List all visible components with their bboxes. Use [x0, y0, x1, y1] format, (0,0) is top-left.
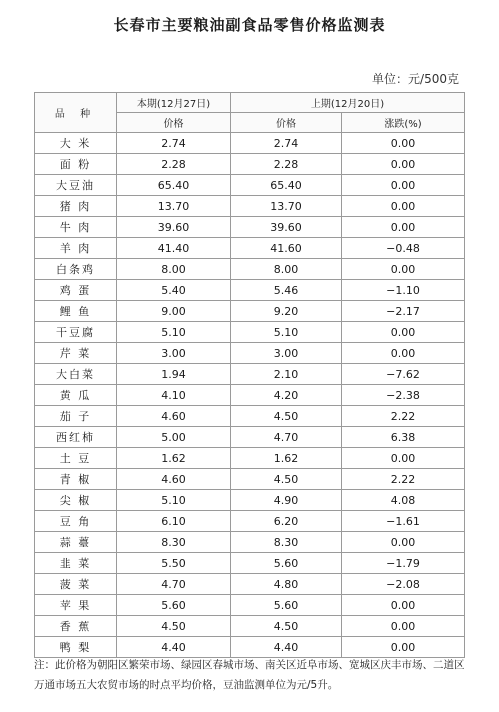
table-row: [35, 301, 465, 322]
item-name-cell: 面 粉: [35, 154, 117, 175]
current-price-cell: 41.40: [117, 238, 231, 259]
table-row: [35, 175, 465, 196]
previous-price-cell: 6.20: [231, 511, 342, 532]
table-row: [35, 448, 465, 469]
item-name-cell: 干豆腐: [35, 322, 117, 343]
current-price-cell: 1.94: [117, 364, 231, 385]
change-percent-cell: 2.22: [342, 406, 465, 427]
item-name-cell: 大白菜: [35, 364, 117, 385]
item-column-header: 品 种: [35, 93, 117, 133]
current-price-cell: 5.60: [117, 595, 231, 616]
item-name-cell: 土 豆: [35, 448, 117, 469]
previous-price-cell: 5.60: [231, 553, 342, 574]
table-row: [35, 385, 465, 406]
change-percent-cell: 0.00: [342, 196, 465, 217]
change-percent-cell: −0.48: [342, 238, 465, 259]
change-percent-cell: 0.00: [342, 133, 465, 154]
table-row: [35, 196, 465, 217]
change-percent-cell: −2.08: [342, 574, 465, 595]
item-name-cell: 大豆油: [35, 175, 117, 196]
previous-price-cell: 2.28: [231, 154, 342, 175]
current-price-cell: 2.28: [117, 154, 231, 175]
change-percent-cell: 0.00: [342, 154, 465, 175]
current-price-cell: 4.70: [117, 574, 231, 595]
previous-price-cell: 4.80: [231, 574, 342, 595]
item-name-cell: 茄 子: [35, 406, 117, 427]
change-percent-cell: 0.00: [342, 175, 465, 196]
current-price-cell: 5.00: [117, 427, 231, 448]
change-percent-cell: 0.00: [342, 532, 465, 553]
table-row: [35, 133, 465, 154]
change-percent-cell: 0.00: [342, 616, 465, 637]
previous-price-cell: 65.40: [231, 175, 342, 196]
current-price-cell: 4.40: [117, 637, 231, 658]
table-row: [35, 511, 465, 532]
change-percent-cell: 0.00: [342, 595, 465, 616]
change-percent-cell: 0.00: [342, 448, 465, 469]
table-row: [35, 154, 465, 175]
item-name-cell: 韭 菜: [35, 553, 117, 574]
previous-price-cell: 4.20: [231, 385, 342, 406]
change-percent-cell: 0.00: [342, 637, 465, 658]
item-name-cell: 香 蕉: [35, 616, 117, 637]
previous-price-cell: 5.60: [231, 595, 342, 616]
previous-price-cell: 4.50: [231, 616, 342, 637]
change-percent-cell: −7.62: [342, 364, 465, 385]
item-name-cell: 白条鸡: [35, 259, 117, 280]
current-price-cell: 3.00: [117, 343, 231, 364]
current-price-cell: 9.00: [117, 301, 231, 322]
item-name-cell: 蒜 薹: [35, 532, 117, 553]
item-name-cell: 牛 肉: [35, 217, 117, 238]
table-row: [35, 238, 465, 259]
current-price-cell: 8.30: [117, 532, 231, 553]
current-price-cell: 5.10: [117, 322, 231, 343]
current-price-cell: 4.60: [117, 469, 231, 490]
change-percent-cell: −1.61: [342, 511, 465, 532]
table-row: [35, 616, 465, 637]
previous-price-cell: 3.00: [231, 343, 342, 364]
previous-price-cell: 39.60: [231, 217, 342, 238]
current-price-cell: 13.70: [117, 196, 231, 217]
table-row: [35, 343, 465, 364]
item-name-cell: 猪 肉: [35, 196, 117, 217]
unit-label: 单位：元/500克: [372, 72, 459, 86]
current-price-cell: 5.50: [117, 553, 231, 574]
change-percent-cell: −2.38: [342, 385, 465, 406]
price-table: [34, 92, 465, 658]
table-row: [35, 217, 465, 238]
current-price-cell: 5.10: [117, 490, 231, 511]
current-price-header: 价格: [117, 113, 231, 133]
current-price-cell: 8.00: [117, 259, 231, 280]
item-name-cell: 西红柿: [35, 427, 117, 448]
previous-price-cell: 13.70: [231, 196, 342, 217]
table-row: [35, 427, 465, 448]
previous-price-cell: 4.40: [231, 637, 342, 658]
current-price-cell: 39.60: [117, 217, 231, 238]
table-row: [35, 322, 465, 343]
current-price-cell: 1.62: [117, 448, 231, 469]
change-percent-cell: 4.08: [342, 490, 465, 511]
item-name-cell: 尖 椒: [35, 490, 117, 511]
previous-price-cell: 41.60: [231, 238, 342, 259]
change-percent-cell: 0.00: [342, 217, 465, 238]
table-row: [35, 259, 465, 280]
change-header: 涨跌(%): [342, 113, 465, 133]
table-row: [35, 595, 465, 616]
current-price-cell: 4.60: [117, 406, 231, 427]
change-percent-cell: −1.79: [342, 553, 465, 574]
table-row: [35, 490, 465, 511]
price-table-body: [35, 133, 465, 658]
item-name-cell: 黄 瓜: [35, 385, 117, 406]
previous-price-cell: 2.10: [231, 364, 342, 385]
change-percent-cell: 2.22: [342, 469, 465, 490]
current-price-cell: 2.74: [117, 133, 231, 154]
item-name-cell: 鸡 蛋: [35, 280, 117, 301]
previous-price-cell: 8.30: [231, 532, 342, 553]
previous-price-cell: 4.90: [231, 490, 342, 511]
item-name-cell: 鲤 鱼: [35, 301, 117, 322]
item-name-cell: 芹 菜: [35, 343, 117, 364]
change-percent-cell: 0.00: [342, 259, 465, 280]
page-title: 长春市主要粮油副食品零售价格监测表: [113, 16, 386, 34]
previous-price-cell: 2.74: [231, 133, 342, 154]
previous-period-header: 上期(12月20日): [231, 93, 465, 113]
previous-price-cell: 9.20: [231, 301, 342, 322]
current-price-cell: 4.50: [117, 616, 231, 637]
item-name-cell: 羊 肉: [35, 238, 117, 259]
change-percent-cell: −1.10: [342, 280, 465, 301]
table-row: [35, 553, 465, 574]
change-percent-cell: 0.00: [342, 322, 465, 343]
change-percent-cell: 0.00: [342, 343, 465, 364]
item-name-cell: 菠 菜: [35, 574, 117, 595]
previous-price-header: 价格: [231, 113, 342, 133]
table-row: [35, 574, 465, 595]
item-name-cell: 鸭 梨: [35, 637, 117, 658]
current-period-header: 本期(12月27日): [117, 93, 231, 113]
previous-price-cell: 4.50: [231, 469, 342, 490]
table-row: [35, 469, 465, 490]
previous-price-cell: 5.46: [231, 280, 342, 301]
previous-price-cell: 4.50: [231, 406, 342, 427]
previous-price-cell: 5.10: [231, 322, 342, 343]
current-price-cell: 4.10: [117, 385, 231, 406]
current-price-cell: 6.10: [117, 511, 231, 532]
previous-price-cell: 4.70: [231, 427, 342, 448]
previous-price-cell: 1.62: [231, 448, 342, 469]
table-row: [35, 280, 465, 301]
change-percent-cell: 6.38: [342, 427, 465, 448]
item-name-cell: 苹 果: [35, 595, 117, 616]
item-name-cell: 豆 角: [35, 511, 117, 532]
table-row: [35, 364, 465, 385]
item-name-cell: 大 米: [35, 133, 117, 154]
footnote: 注：此价格为朝阳区繁荣市场、绿园区春城市场、南关区近阜市场、宽城区庆丰市场、二道区万通市场五大农贸市场的时点平均价格，豆油监测单位为元/5升。: [34, 659, 465, 691]
change-percent-cell: −2.17: [342, 301, 465, 322]
current-price-cell: 5.40: [117, 280, 231, 301]
previous-price-cell: 8.00: [231, 259, 342, 280]
item-name-cell: 青 椒: [35, 469, 117, 490]
current-price-cell: 65.40: [117, 175, 231, 196]
table-row: [35, 532, 465, 553]
table-row: [35, 406, 465, 427]
